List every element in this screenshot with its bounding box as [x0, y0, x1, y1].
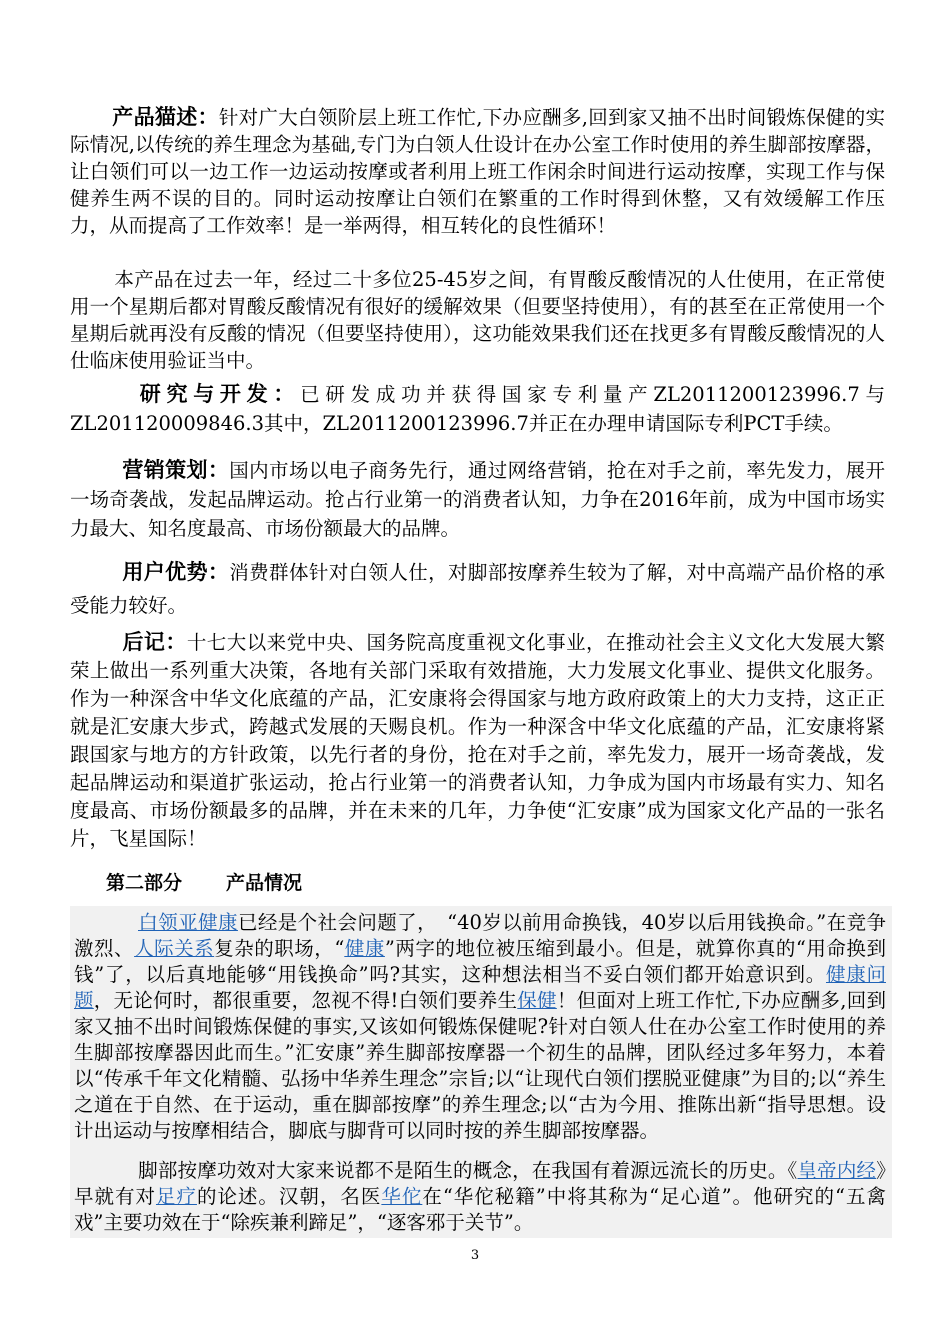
- part2-paragraph-1: [74, 910, 886, 1144]
- research-label: 研究与开发：: [134, 382, 301, 406]
- marketing-paragraph: [70, 456, 885, 543]
- marketing-text: 国内市场以电子商务先行，通过网络营销，抢在对手之前，率先发力，展开一场奇袭战，发起品牌运动。抢占行业第一的消费者认知，力争在2016年前，成为中国市场实力最大、知名度最高、市场份额最大的品牌。: [70, 459, 885, 540]
- part2-body: [70, 906, 892, 1238]
- description-label: 产品猫述：: [112, 105, 219, 129]
- link-foot-therapy[interactable]: 足疗: [155, 1185, 197, 1208]
- part2-p2-text-3: 的论述。汉朝，名医: [196, 1185, 382, 1208]
- part2-p1-text-5: ！但面对上班工作忙,下办应酬多,回到家又抽不出时间锻炼保健的事实,又该如何锻炼保健呢?针对白领人仕在办公室工作时使用的养生脚部按摩器因此而生。”汇安康”养生脚部按摩器一个初生的品牌，团队经过多年努力，本着以“传承千年文化精髓、弘扬中华养生理念”宗旨;以“让现代白领们摆脱亚健康”为目的;以“养生之道在于自然、在于运动，重在脚部按摩”的养生理念;以“古为今用、推陈出新“指导思想。设计出运动与按摩相结合，脚底与脚背可以同时按的养生脚部按摩器。: [74, 989, 886, 1142]
- part2-paragraph-2: [74, 1158, 886, 1236]
- link-health-care[interactable]: 保健: [517, 989, 557, 1012]
- link-health[interactable]: 健康: [344, 937, 385, 960]
- link-hua-tuo[interactable]: 华佗: [381, 1185, 423, 1208]
- link-interpersonal-relations[interactable]: 人际关系: [134, 937, 215, 960]
- advantage-label: 用户优势：: [122, 560, 230, 584]
- link-white-collar-subhealth[interactable]: 白领亚健康: [138, 911, 238, 934]
- description-text: 针对广大白领阶层上班工作忙,下办应酬多,回到家又抽不出时间锻炼保健的实际情况,以传统的养生理念为基础,专门为白领人仕设计在办公室工作时使用的养生脚部按摩器，让白领们可以一边工作一边运动按摩或者利用上班工作闲余时间进行运动按摩，实现工作与保健养生两不误的目的。同时运动按摩让白领们在繁重的工作时得到休整，又有效缓解工作压力，从而提高了工作效率！是一举两得，相互转化的良性循环！: [70, 106, 886, 237]
- part2-heading-name: 产品情况: [226, 872, 303, 894]
- link-health-issues[interactable]: 健康问题: [74, 963, 886, 1012]
- part2-heading: [106, 868, 302, 895]
- link-huangdi-neijing[interactable]: 皇帝内经: [797, 1159, 877, 1182]
- description-followup-text: 本产品在过去一年，经过二十多位25-45岁之间，有胃酸反酸情况的人仕使用，在正常使用一个星期后都对胃酸反酸情况有很好的缓解效果（但要坚持使用），有的甚至在正常使用一个星期后就再没有反酸的情况（但要坚持使用），这功能效果我们还在找更多有胃酸反酸情况的人仕临床使用验证当中。: [70, 268, 885, 372]
- part2-heading-part: 第二部分: [106, 872, 183, 894]
- postscript-paragraph: [70, 628, 885, 853]
- part2-p1-text-1: 已经是个社会问题了， “40岁以前用命换钱，40岁以后用钱换命。”在竞争激烈、: [74, 911, 886, 960]
- part2-p1-text-2: 复杂的职场，“: [214, 937, 345, 960]
- part2-p2-text-4: 在“华佗秘籍”中将其称为“足心道”。他研究的“五禽戏”主要功效在于“除疾兼利蹄足”，“逐客邪于关节”。: [74, 1185, 886, 1234]
- marketing-label: 营销策划：: [122, 458, 230, 482]
- page-number: 3: [470, 1248, 480, 1263]
- part2-p2-text-2: 》早就有对: [74, 1159, 886, 1208]
- part2-p1-text-4: ，无论何时，都很重要，忽视不得!白领们要养生: [93, 989, 518, 1012]
- research-text: 已研发成功并获得国家专利量产ZL2011200123996.7与ZL201120009846.3其中，ZL2011200123996.7并正在办理申请国际专利PCT手续。: [70, 383, 886, 435]
- description-paragraph: [70, 104, 885, 239]
- research-paragraph: [70, 380, 885, 438]
- advantage-text: 消费群体针对白领人仕，对脚部按摩养生较为了解，对中高端产品价格的承受能力较好。: [70, 561, 885, 617]
- postscript-text: 十七大以来党中央、国务院高度重视文化事业，在推动社会主义文化大发展大繁荣上做出一系列重大决策，各地有关部门采取有效措施，大力发展文化事业、提供文化服务。作为一种深含中华文化底蕴的产品，汇安康将会得国家与地方政府政策上的大力支持，这正正就是汇安康大步式，跨越式发展的天赐良机。作为一种深含中华文化底蕴的产品，汇安康将紧跟国家与地方的方针政策，以先行者的身份，抢在对手之前，率先发力，展开一场奇袭战，发起品牌运动和渠道扩张运动，抢占行业第一的消费者认知，力争成为国内市场最有实力、知名度最高、市场份额最多的品牌，并在未来的几年，力争使“汇安康”成为国家文化产品的一张名片，飞星国际！: [70, 631, 885, 850]
- part2-p1-text-3: ”两字的地位被压缩到最小。但是，就算你真的“用命换到钱”了，以后真地能够“用钱换命”吗?其实，这种想法相当不妥白领们都开始意识到。: [74, 937, 886, 986]
- part2-p2-text-1: 脚部按摩功效对大家来说都不是陌生的概念，在我国有着源远流长的历史。《: [138, 1159, 798, 1182]
- advantage-paragraph: [70, 556, 885, 622]
- description-followup-paragraph: [70, 266, 885, 374]
- postscript-label: 后记：: [122, 630, 187, 654]
